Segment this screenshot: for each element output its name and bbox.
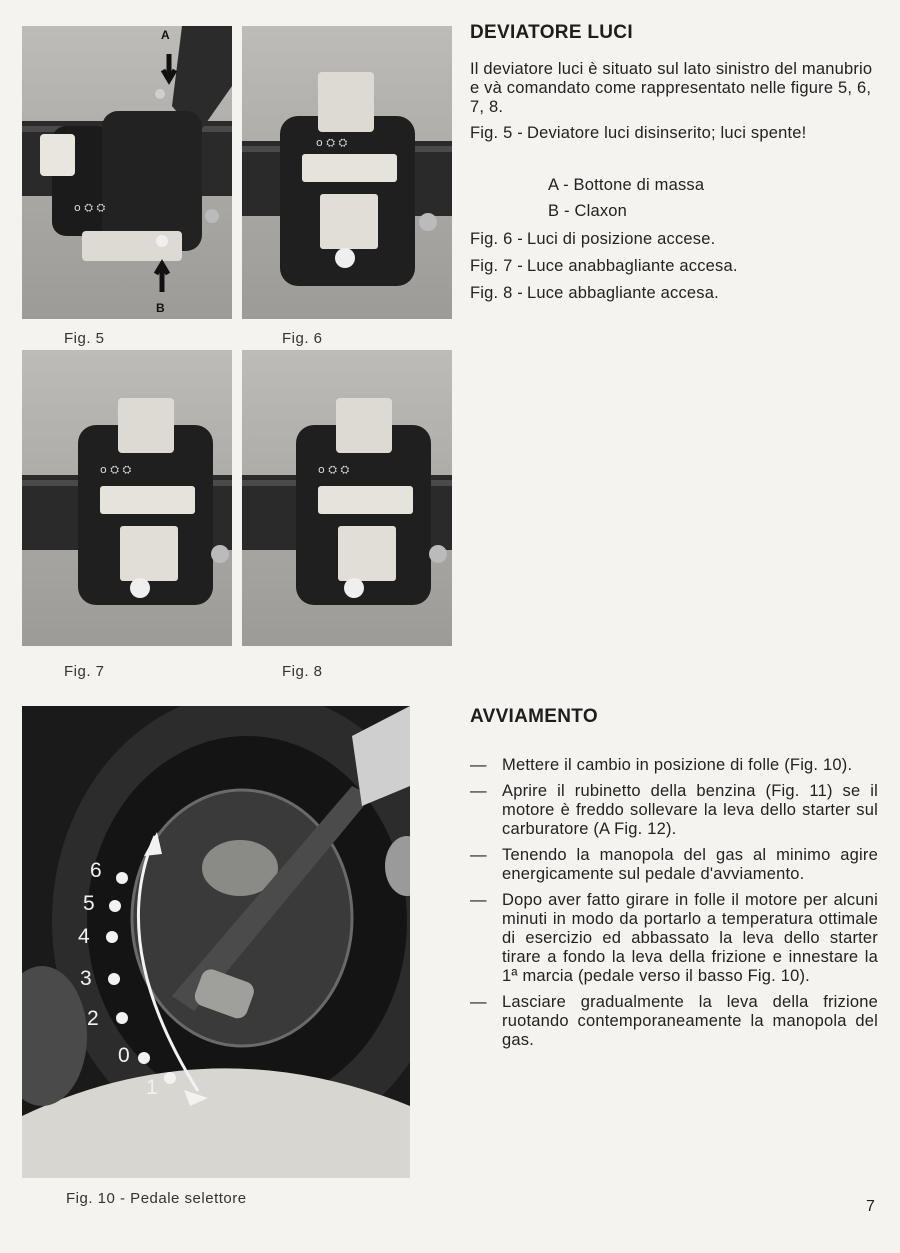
fig7-caption: Fig. 7	[64, 663, 105, 680]
fig7-description	[470, 257, 878, 276]
step-text: Dopo aver fatto girare in folle il motore per alcuni minuti in modo da portarlo a temperatura ottimale di esercizio ed abbassato la leva dello starter tirare a fondo la leva della frizione e innestare la 1ª marcia (pedale verso il basso Fig. 10).	[502, 891, 878, 985]
svg-text:o ⛭ ⛭: o ⛭ ⛭	[100, 463, 132, 476]
step-text: Aprire il rubinetto della benzina (Fig. 11) se il motore è freddo sollevare la leva dello starter sul carburatore (A Fig. 12).	[502, 782, 878, 838]
fig7-description-text: Luce anabbagliante accesa.	[526, 257, 738, 275]
avviamento-heading: AVVIAMENTO	[470, 706, 598, 727]
light-switch-low-beam-illustration	[22, 350, 232, 646]
fig8-photo	[242, 350, 452, 646]
page-number: 7	[866, 1198, 875, 1215]
list-item	[470, 756, 878, 775]
step-text: Lasciare gradualmente la leva della frizione ruotando contemporaneamente la manopola del gas.	[502, 993, 878, 1049]
gear-label-6: 6	[90, 859, 102, 882]
fig7-description-label: Fig. 7 -	[470, 257, 523, 275]
fig10-photo	[22, 706, 410, 1178]
fig8-description	[470, 284, 878, 303]
light-switch-high-beam-illustration	[242, 350, 452, 646]
svg-text:o ⛭ ⛭: o ⛭ ⛭	[316, 136, 348, 149]
fig6-photo	[242, 26, 452, 319]
dash-bullet: —	[470, 756, 487, 774]
fig6-description-text: Luci di posizione accese.	[526, 230, 716, 248]
gear-label-1: 1	[146, 1076, 158, 1099]
gear-label-2: 2	[87, 1007, 99, 1030]
gear-label-4: 4	[78, 925, 90, 948]
list-item	[470, 891, 878, 986]
list-item	[470, 846, 878, 884]
gear-label-3: 3	[80, 967, 92, 990]
deviatore-heading: DEVIATORE LUCI	[470, 22, 633, 43]
fig8-caption: Fig. 8	[282, 663, 323, 680]
fig5-sub-b: B - Claxon	[548, 202, 628, 220]
fig6-caption: Fig. 6	[282, 330, 323, 347]
gear-label-0: 0	[118, 1044, 130, 1067]
fig5-photo	[22, 26, 232, 319]
svg-text:o ⛭ ⛭: o ⛭ ⛭	[74, 201, 106, 214]
dash-bullet: —	[470, 846, 487, 864]
step-text: Tenendo la manopola del gas al minimo agire energicamente sul pedale d'avviamento.	[502, 846, 878, 883]
dash-bullet: —	[470, 993, 487, 1011]
fig5-label-a: A	[161, 28, 170, 42]
fig7-photo	[22, 350, 232, 646]
dash-bullet: —	[470, 891, 487, 909]
fig5-label-b: B	[156, 301, 165, 315]
avviamento-steps	[470, 756, 878, 1057]
svg-text:o ⛭ ⛭: o ⛭ ⛭	[318, 463, 350, 476]
fig10-caption: Fig. 10 - Pedale selettore	[66, 1190, 247, 1207]
light-switch-off-illustration	[22, 26, 232, 319]
deviatore-intro: Il deviatore luci è situato sul lato sinistro del manubrio e và comandato come rappresentato nelle figure 5, 6, 7, 8.	[470, 60, 873, 116]
list-item	[470, 993, 878, 1050]
fig5-caption: Fig. 5	[64, 330, 105, 347]
light-switch-position-illustration	[242, 26, 452, 319]
fig5-description-text: Deviatore luci disinserito; luci spente!	[526, 124, 807, 142]
fig6-description	[470, 230, 878, 249]
list-item	[470, 782, 878, 839]
fig5-sub-a: A - Bottone di massa	[548, 176, 705, 194]
dash-bullet: —	[470, 782, 487, 800]
step-text: Mettere il cambio in posizione di folle (Fig. 10).	[502, 756, 853, 774]
fig6-description-label: Fig. 6 -	[470, 230, 523, 248]
gear-label-5: 5	[83, 892, 95, 915]
fig8-description-text: Luce abbagliante accesa.	[526, 284, 719, 302]
fig5-description-label: Fig. 5 -	[470, 124, 523, 142]
fig8-description-label: Fig. 8 -	[470, 284, 523, 302]
fig5-description	[470, 124, 878, 143]
